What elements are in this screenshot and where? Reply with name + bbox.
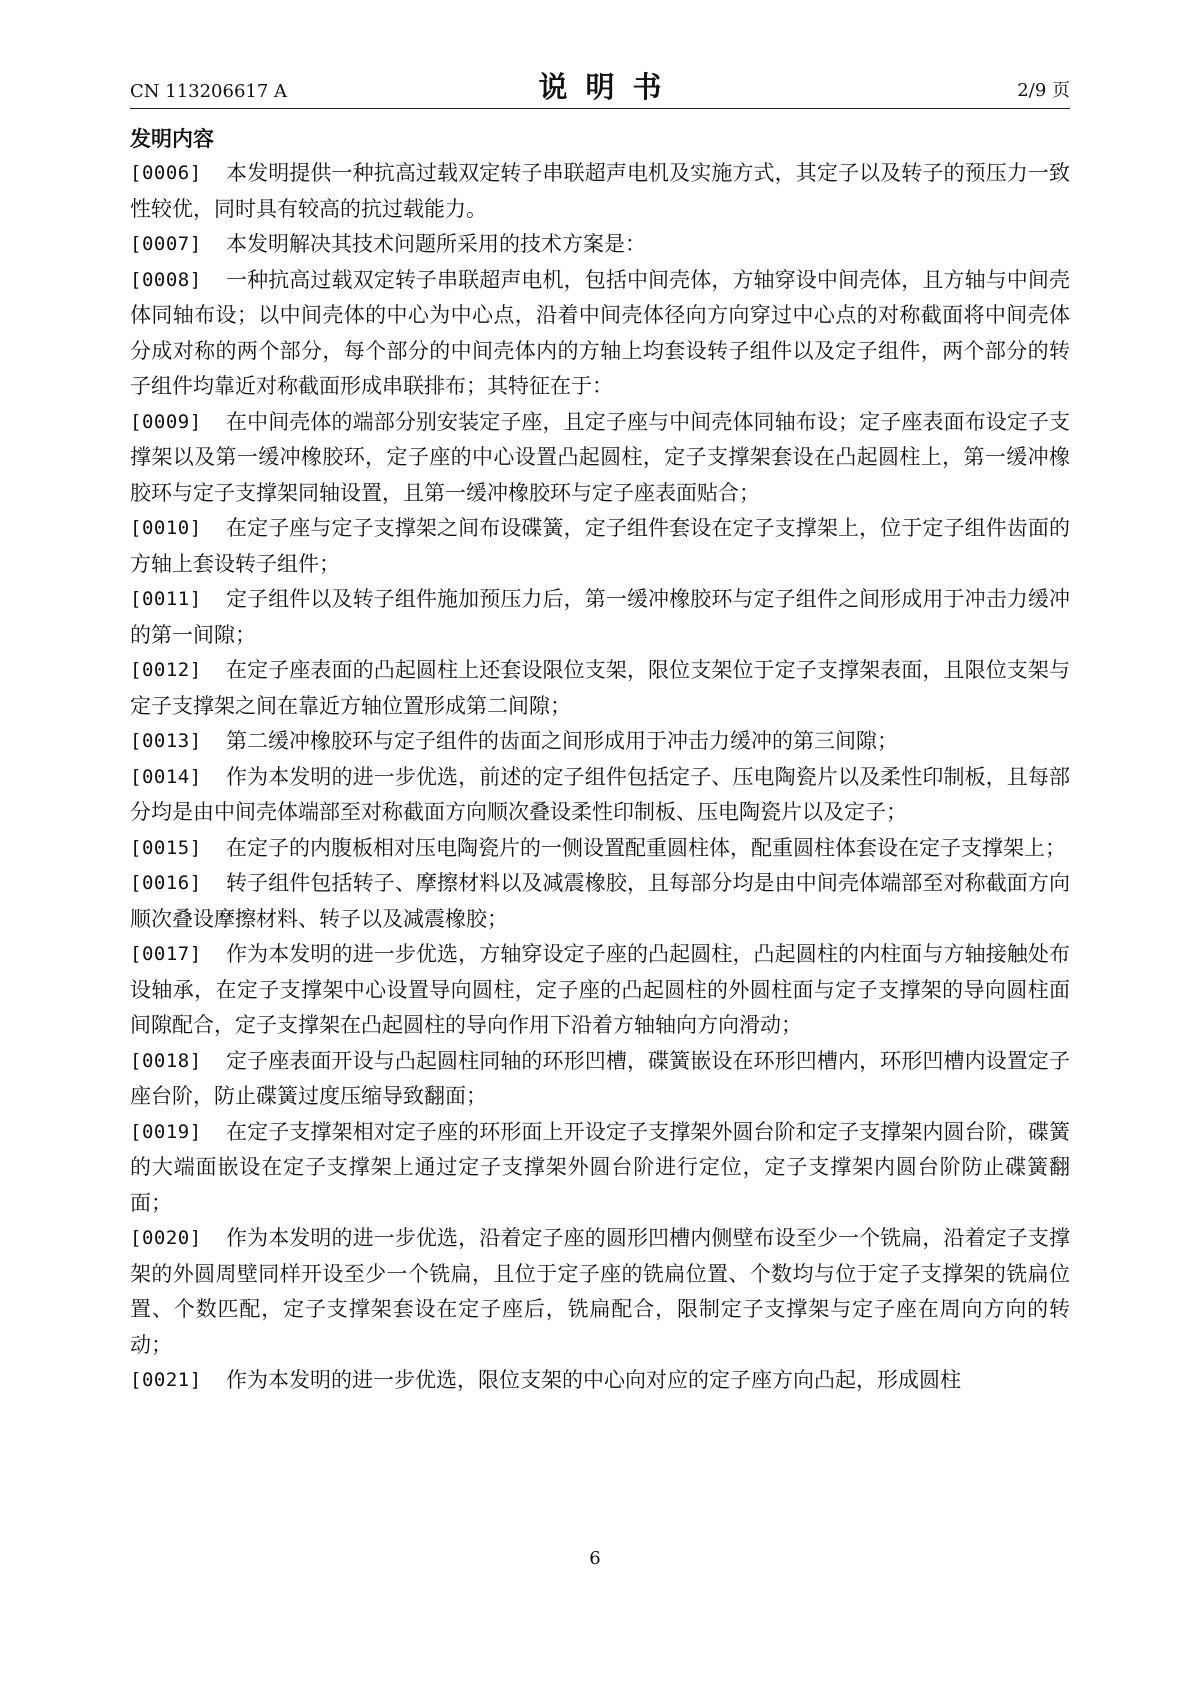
paragraph-number: [0011] — [130, 588, 202, 610]
paragraph-0008 — [130, 263, 1070, 405]
page-number: 6 — [589, 1548, 601, 1569]
paragraph-text: 定子座表面开设与凸起圆柱同轴的环形凹槽，碟簧嵌设在环形凹槽内，环形凹槽内设置定子座台阶，防止碟簧过度压缩导致翻面； — [130, 1048, 1070, 1108]
paragraph-number: [0017] — [130, 943, 202, 965]
paragraph-text: 转子组件包括转子、摩擦材料以及减震橡胶，且每部分均是由中间壳体端部至对称截面方向顺次叠设摩擦材料、转子以及减震橡胶； — [130, 871, 1070, 931]
paragraph-0021 — [130, 1363, 1070, 1399]
paragraph-text: 本发明提供一种抗高过载双定转子串联超声电机及实施方式，其定子以及转子的预压力一致性较优，同时具有较高的抗过载能力。 — [130, 161, 1070, 221]
paragraph-0012 — [130, 653, 1070, 724]
paragraph-number: [0021] — [130, 1369, 202, 1391]
paragraph-number: [0010] — [130, 517, 202, 539]
paragraph-number: [0007] — [130, 233, 202, 255]
paragraph-text: 在定子的内腹板相对压电陶瓷片的一侧设置配重圆柱体，配重圆柱体套设在定子支撑架上； — [226, 835, 1066, 860]
paragraph-text: 在中间壳体的端部分别安装定子座，且定子座与中间壳体同轴布设；定子座表面布设定子支撑架以及第一缓冲橡胶环，定子座的中心设置凸起圆柱，定子支撑架套设在凸起圆柱上，第一缓冲橡胶环与定子支撑架同轴设置，且第一缓冲橡胶环与定子座表面贴合； — [130, 409, 1070, 505]
paragraph-0010 — [130, 511, 1070, 582]
document-body — [130, 122, 1070, 1399]
document-title: 说明书 — [538, 70, 680, 104]
paragraph-0017 — [130, 937, 1070, 1044]
paragraph-text: 作为本发明的进一步优选，方轴穿设定子座的凸起圆柱，凸起圆柱的内柱面与方轴接触处布设轴承，在定子支撑架中心设置导向圆柱，定子座的凸起圆柱的外圆柱面与定子支撑架的导向圆柱面间隙配合，定子支撑架在凸起圆柱的导向作用下沿着方轴轴向方向滑动； — [130, 942, 1070, 1037]
paragraph-0019 — [130, 1115, 1070, 1222]
paragraph-text: 本发明解决其技术问题所采用的技术方案是： — [226, 232, 646, 256]
paragraph-number: [0009] — [130, 410, 202, 433]
paragraph-text: 作为本发明的进一步优选，前述的定子组件包括定子、压电陶瓷片以及柔性印制板，且每部分均是由中间壳体端部至对称截面方向顺次叠设柔性印制板、压电陶瓷片以及定子； — [130, 764, 1070, 824]
paragraph-text: 一种抗高过载双定转子串联超声电机，包括中间壳体，方轴穿设中间壳体，且方轴与中间壳体同轴布设；以中间壳体的中心为中心点，沿着中间壳体径向方向穿过中心点的对称截面将中间壳体分成对称的两个部分，每个部分的中间壳体内的方轴上均套设转子组件以及定子组件，两个部分的转子组件均靠近对称截面形成串联排布；其特征在于： — [130, 267, 1070, 398]
paragraph-text: 在定子支撑架相对定子座的环形面上开设定子支撑架外圆台阶和定子支撑架内圆台阶，碟簧的大端面嵌设在定子支撑架上通过定子支撑架外圆台阶进行定位，定子支撑架内圆台阶防止碟簧翻面； — [130, 1119, 1070, 1215]
paragraph-0013 — [130, 724, 1070, 760]
section-heading: 发明内容 — [130, 127, 214, 151]
paragraph-0006 — [130, 156, 1070, 227]
paragraph-number: [0012] — [130, 659, 202, 681]
paragraph-number: [0018] — [130, 1049, 202, 1072]
paragraph-0016 — [130, 866, 1070, 937]
paragraph-0018 — [130, 1044, 1070, 1115]
header-rule — [130, 108, 1070, 109]
paragraph-number: [0006] — [130, 162, 202, 184]
paragraph-text: 第二缓冲橡胶环与定子组件的齿面之间形成用于冲击力缓冲的第三间隙； — [226, 729, 898, 753]
publication-number: CN 113206617 A — [130, 81, 288, 102]
paragraph-text: 在定子座表面的凸起圆柱上还套设限位支架，限位支架位于定子支撑架表面，且限位支架与定子支撑架之间在靠近方轴位置形成第二间隙； — [130, 658, 1070, 718]
paragraph-0015 — [130, 831, 1070, 867]
paragraph-text: 定子组件以及转子组件施加预压力后，第一缓冲橡胶环与定子组件之间形成用于冲击力缓冲的第一间隙； — [130, 587, 1070, 647]
paragraph-number: [0008] — [130, 268, 202, 291]
paragraph-number: [0019] — [130, 1120, 202, 1143]
paragraph-text: 作为本发明的进一步优选，限位支架的中心向对应的定子座方向凸起，形成圆柱 — [226, 1368, 961, 1392]
paragraph-0007 — [130, 227, 1070, 263]
paragraph-number: [0014] — [130, 765, 202, 788]
paragraph-text: 作为本发明的进一步优选，沿着定子座的圆形凹槽内侧壁布设至少一个铣扁，沿着定子支撑架的外圆周壁同样开设至少一个铣扁，且位于定子座的铣扁位置、个数均与位于定子支撑架的铣扁位置、个数匹配，定子支撑架套设在定子座后，铣扁配合，限制定子支撑架与定子座在周向方向的转动； — [130, 1226, 1070, 1357]
paragraph-number: [0013] — [130, 730, 202, 752]
paragraph-0020 — [130, 1221, 1070, 1363]
page-counter: 2/9 页 — [1017, 80, 1070, 101]
page-header — [130, 64, 1070, 108]
paragraph-text: 在定子座与定子支撑架之间布设碟簧，定子组件套设在定子支撑架上，位于定子组件齿面的方轴上套设转子组件； — [130, 516, 1070, 576]
paragraph-0014 — [130, 760, 1070, 831]
paragraph-0011 — [130, 582, 1070, 653]
paragraph-number: [0020] — [130, 1227, 202, 1249]
paragraph-number: [0015] — [130, 836, 202, 859]
paragraph-0009 — [130, 405, 1070, 512]
paragraph-number: [0016] — [130, 872, 202, 894]
